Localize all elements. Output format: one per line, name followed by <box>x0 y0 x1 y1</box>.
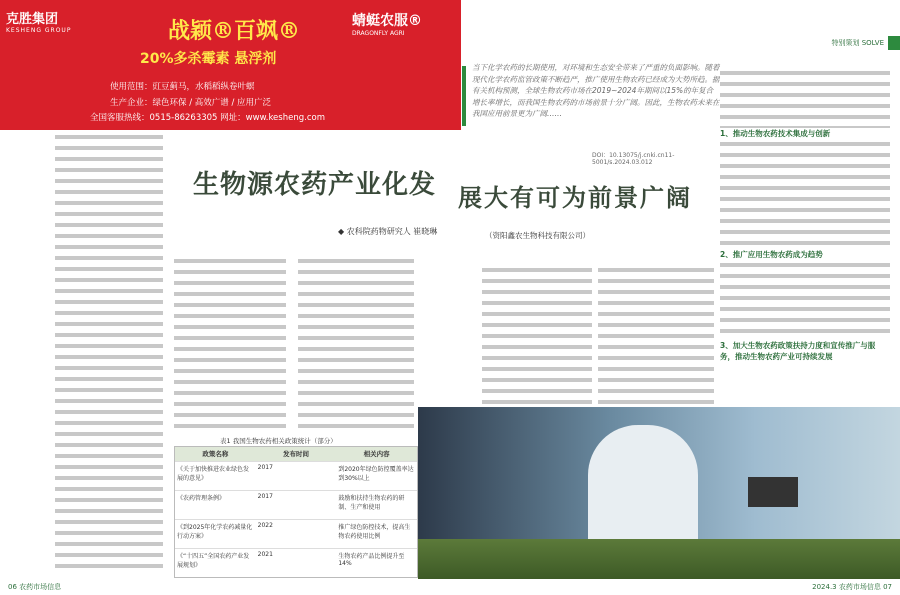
logo-text: 克胜集团 <box>6 12 59 27</box>
table-header-cell: 发布时间 <box>283 450 309 458</box>
table-cell: 鼓励和扶持生物农药的研制、生产和使用 <box>338 495 405 511</box>
article-title-part2: 展大有可为前景广阔 <box>458 183 692 212</box>
table-row <box>175 461 417 490</box>
tractor-figure <box>748 477 798 507</box>
policy-table <box>174 446 418 578</box>
table-cell: 到2020年绿色防控覆盖率达到30%以上 <box>338 466 414 482</box>
doi: DOI：10.13075/j.cnki.cn11-5001/s.2024.03.012 <box>592 152 675 166</box>
advertisement-banner <box>0 0 461 130</box>
table-cell: 《关于加快推进农业绿色发展的意见》 <box>177 466 250 482</box>
table-cell: 《到2025年化学农药减量化行动方案》 <box>177 524 253 540</box>
dragonfly-logo <box>352 10 452 40</box>
table-header-cell: 政策名称 <box>202 450 229 458</box>
logo-subtext: KESHENG GROUP <box>6 27 72 34</box>
body-column-5 <box>598 265 714 405</box>
subheading-3: 3、加大生物农药政策扶持力度和宣传推广与服务，推动生物农药产业可持续发展 <box>720 341 876 361</box>
section-header <box>800 38 900 48</box>
subheading-1: 1、推动生物农药技术集成与创新 <box>720 129 831 138</box>
intro-text: 当下化学农药的长期使用，对环境和生态安全带来了严重的负面影响。随着现代化学农药监管政策不断趋严，推广使用生物农药已经成为大势所趋。据有关机构预测，全球生物农药市场在2019~2024年期间以15%的年复合增长率增长，而我国生物农药的市场前景十分广阔。因此，生物农药未来在我国应用前景更为广阔…… <box>472 63 720 118</box>
crop-field <box>418 539 900 579</box>
intro-bar <box>462 66 466 126</box>
table-cell: 《农药管理条例》 <box>177 495 226 502</box>
product-brand: 战颖®百飒® <box>168 18 301 44</box>
body-column-2 <box>174 256 286 431</box>
body-column-1 <box>55 132 163 572</box>
footer-right: 2024.3 农药市场信息 07 <box>812 583 892 591</box>
table-caption: 表1 我国生物农药相关政策统计（部分） <box>220 437 337 445</box>
right-column-text-1 <box>720 68 890 128</box>
table-cell: 《“十四五”全国农药产业发展规划》 <box>177 553 250 569</box>
table-row <box>175 548 417 577</box>
right-column <box>720 68 890 388</box>
table-header-cell: 相关内容 <box>363 450 390 458</box>
table-row <box>175 490 417 519</box>
right-column-text-2 <box>720 139 890 249</box>
article-intro <box>472 62 720 132</box>
lab-researcher-photo <box>418 407 900 579</box>
body-column-4 <box>482 265 592 405</box>
article-title-part1: 生物源农药产业化发 <box>193 170 437 200</box>
table-cell: 推广绿色防控技术，提高生物农药使用比例 <box>338 524 411 540</box>
body-column-3 <box>298 256 414 431</box>
table-cell: 生物农药产品比例提升至14% <box>338 553 405 567</box>
dragonfly-logo-subtext: DRAGONFLY AGRI <box>352 30 405 37</box>
subheading-2: 2、推广应用生物农药成为趋势 <box>720 250 823 259</box>
section-name-en: SOLVE <box>861 39 884 47</box>
right-column-text-3 <box>720 260 890 340</box>
table-cell: 2017 <box>257 493 273 500</box>
ad-slogan: 20%多杀霉素 悬浮剂 <box>140 51 277 67</box>
table-row <box>175 519 417 548</box>
table-cell: 2017 <box>257 464 273 471</box>
section-name: 特别策划 <box>831 39 860 47</box>
table-header <box>175 447 417 461</box>
dragonfly-logo-text: 蜻蜓农服® <box>352 13 422 29</box>
ad-features: 生产企业：绿色环保 / 高效广谱 / 应用广泛 <box>110 98 272 108</box>
footer-left: 06 农药市场信息 <box>8 583 62 591</box>
ad-hotline: 全国客服热线：0515-86263305 网址：www.kesheng.com <box>90 113 325 123</box>
table-cell: 2022 <box>257 522 273 529</box>
article-author: ◆ 农科院药物研究人 崔晓琳 <box>338 227 438 236</box>
ad-use-scope: 使用范围：豇豆蓟马，水稻稻纵卷叶螟 <box>110 82 255 92</box>
table-cell: 2021 <box>257 551 273 558</box>
kesheng-logo <box>6 8 96 36</box>
author-organization: （资阳鑫农生物科技有限公司） <box>485 231 590 240</box>
